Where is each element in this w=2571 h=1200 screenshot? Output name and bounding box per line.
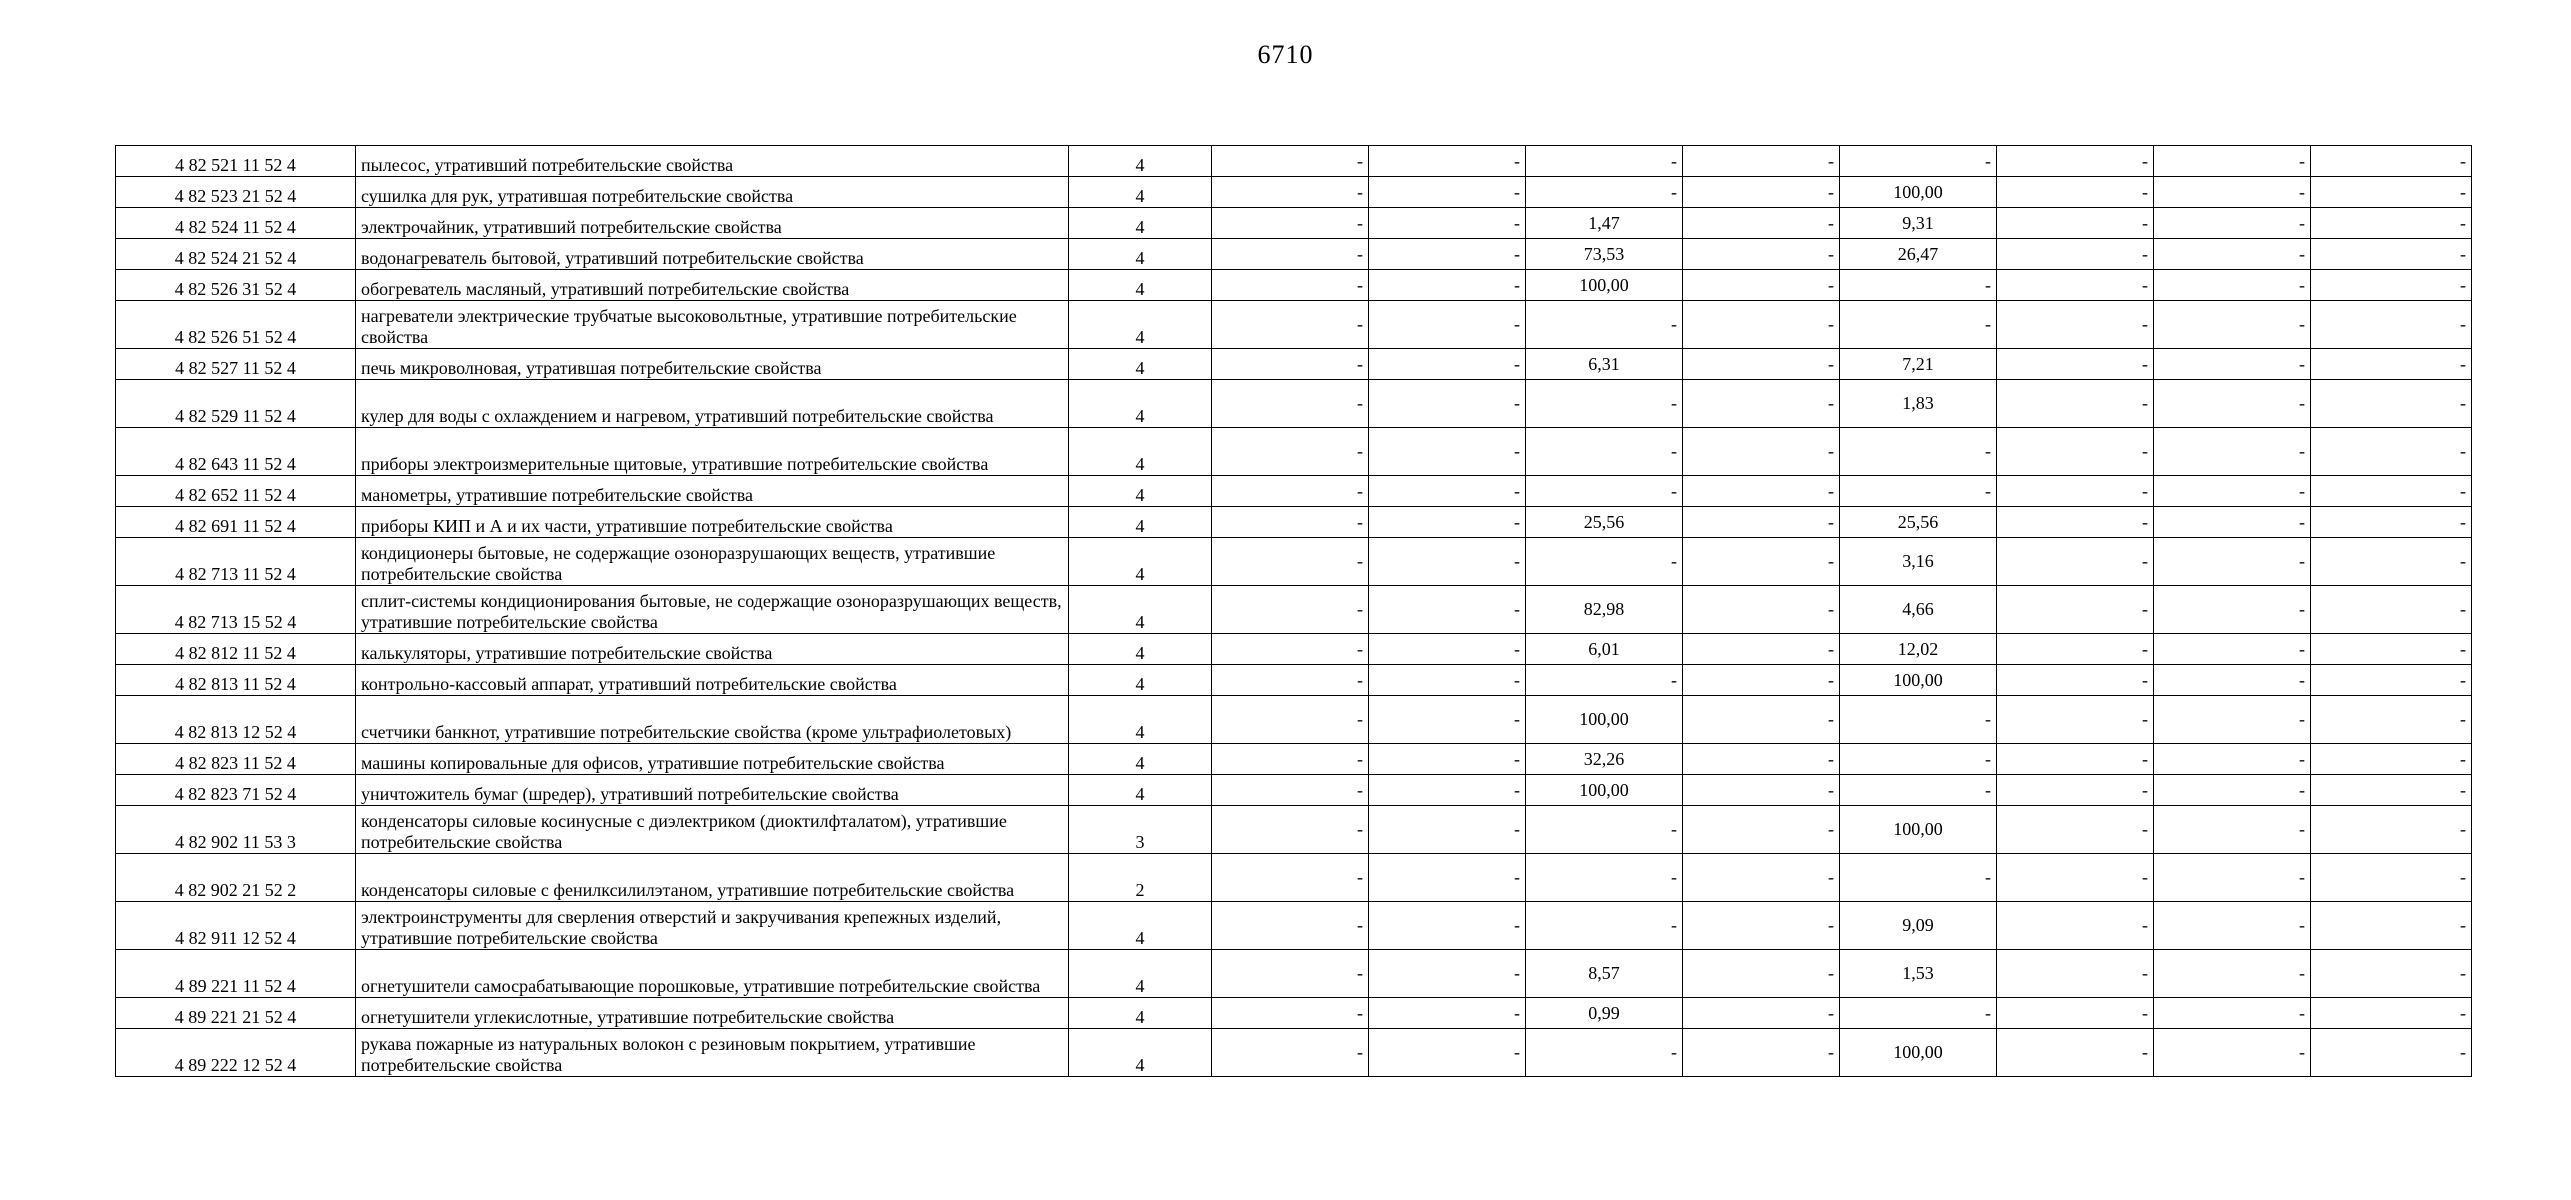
value-cell: -	[1997, 428, 2154, 476]
value-cell: -	[1212, 696, 1369, 744]
value-cell: 7,21	[1840, 349, 1997, 380]
value-cell: -	[1840, 428, 1997, 476]
table-row	[116, 146, 2472, 177]
waste-code-cell: 4 82 911 12 52 4	[116, 902, 356, 950]
value-cell: -	[2154, 744, 2311, 775]
table-row	[116, 270, 2472, 301]
value-cell: -	[2311, 950, 2472, 998]
table-row	[116, 208, 2472, 239]
hazard-class-cell: 4	[1069, 208, 1212, 239]
value-cell: -	[1997, 854, 2154, 902]
value-cell: -	[2154, 665, 2311, 696]
value-cell: -	[1526, 177, 1683, 208]
value-cell: -	[1840, 744, 1997, 775]
waste-name-cell: печь микроволновая, утратившая потребительские свойства	[356, 349, 1069, 380]
hazard-class-cell: 4	[1069, 301, 1212, 349]
value-cell: -	[1683, 950, 1840, 998]
value-cell: -	[1212, 476, 1369, 507]
waste-name-cell: приборы электроизмерительные щитовые, утратившие потребительские свойства	[356, 428, 1069, 476]
value-cell: 1,83	[1840, 380, 1997, 428]
hazard-class-cell: 4	[1069, 950, 1212, 998]
hazard-class-cell: 4	[1069, 177, 1212, 208]
value-cell: -	[1683, 239, 1840, 270]
value-cell: -	[1997, 775, 2154, 806]
value-cell: -	[2311, 507, 2472, 538]
value-cell: 3,16	[1840, 538, 1997, 586]
value-cell: -	[1369, 854, 1526, 902]
waste-name-cell: приборы КИП и А и их части, утратившие потребительские свойства	[356, 507, 1069, 538]
table-row	[116, 950, 2472, 998]
value-cell: -	[1212, 775, 1369, 806]
value-cell: -	[1526, 902, 1683, 950]
value-cell: -	[2154, 806, 2311, 854]
table-row	[116, 775, 2472, 806]
value-cell: -	[1212, 634, 1369, 665]
value-cell: 6,01	[1526, 634, 1683, 665]
value-cell: -	[2311, 177, 2472, 208]
value-cell: -	[1683, 696, 1840, 744]
value-cell: -	[2154, 146, 2311, 177]
value-cell: -	[1683, 208, 1840, 239]
table-row	[116, 507, 2472, 538]
value-cell: -	[1369, 349, 1526, 380]
hazard-class-cell: 4	[1069, 380, 1212, 428]
value-cell: -	[2154, 301, 2311, 349]
value-cell: 9,09	[1840, 902, 1997, 950]
value-cell: -	[1212, 538, 1369, 586]
value-cell: -	[1683, 380, 1840, 428]
table-row	[116, 380, 2472, 428]
table-row	[116, 1029, 2472, 1077]
value-cell: 26,47	[1840, 239, 1997, 270]
value-cell: -	[2311, 806, 2472, 854]
waste-name-cell: электроинструменты для сверления отверстий и закручивания крепежных изделий, утратившие потребительские свойства	[356, 902, 1069, 950]
value-cell: -	[1840, 476, 1997, 507]
hazard-class-cell: 4	[1069, 507, 1212, 538]
value-cell: -	[1997, 744, 2154, 775]
value-cell: -	[1369, 950, 1526, 998]
table-row	[116, 744, 2472, 775]
value-cell: -	[1212, 349, 1369, 380]
hazard-class-cell: 4	[1069, 538, 1212, 586]
waste-code-cell: 4 82 524 11 52 4	[116, 208, 356, 239]
waste-name-cell: счетчики банкнот, утратившие потребительские свойства (кроме ультрафиолетовых)	[356, 696, 1069, 744]
value-cell: 100,00	[1840, 177, 1997, 208]
waste-code-cell: 4 82 813 12 52 4	[116, 696, 356, 744]
hazard-class-cell: 4	[1069, 634, 1212, 665]
value-cell: -	[2154, 270, 2311, 301]
table-row	[116, 696, 2472, 744]
value-cell: -	[1369, 586, 1526, 634]
value-cell: -	[1683, 586, 1840, 634]
value-cell: -	[1369, 507, 1526, 538]
table-row	[116, 998, 2472, 1029]
value-cell: -	[1683, 1029, 1840, 1077]
waste-name-cell: рукава пожарные из натуральных волокон с резиновым покрытием, утратившие потребительские свойства	[356, 1029, 1069, 1077]
value-cell: -	[2311, 146, 2472, 177]
value-cell: -	[2154, 428, 2311, 476]
waste-code-cell: 4 82 526 51 52 4	[116, 301, 356, 349]
value-cell: -	[1997, 950, 2154, 998]
hazard-class-cell: 4	[1069, 476, 1212, 507]
waste-code-cell: 4 82 524 21 52 4	[116, 239, 356, 270]
value-cell: -	[2311, 1029, 2472, 1077]
value-cell: -	[1683, 854, 1840, 902]
waste-name-cell: водонагреватель бытовой, утративший потребительские свойства	[356, 239, 1069, 270]
waste-code-cell: 4 82 527 11 52 4	[116, 349, 356, 380]
value-cell: 100,00	[1840, 806, 1997, 854]
hazard-class-cell: 4	[1069, 270, 1212, 301]
hazard-class-cell: 4	[1069, 349, 1212, 380]
hazard-class-cell: 4	[1069, 744, 1212, 775]
value-cell: -	[2154, 476, 2311, 507]
value-cell: -	[1369, 806, 1526, 854]
value-cell: -	[2154, 696, 2311, 744]
value-cell: -	[1369, 538, 1526, 586]
waste-name-cell: кулер для воды с охлаждением и нагревом, утративший потребительские свойства	[356, 380, 1069, 428]
value-cell: -	[2154, 208, 2311, 239]
value-cell: -	[1683, 428, 1840, 476]
value-cell: -	[1369, 902, 1526, 950]
value-cell: 25,56	[1840, 507, 1997, 538]
value-cell: -	[2154, 349, 2311, 380]
value-cell: -	[1369, 775, 1526, 806]
waste-code-cell: 4 89 222 12 52 4	[116, 1029, 356, 1077]
value-cell: -	[1997, 634, 2154, 665]
waste-code-cell: 4 82 812 11 52 4	[116, 634, 356, 665]
hazard-class-cell: 4	[1069, 696, 1212, 744]
value-cell: -	[2154, 775, 2311, 806]
value-cell: -	[2154, 538, 2311, 586]
value-cell: -	[1997, 476, 2154, 507]
hazard-class-cell: 4	[1069, 902, 1212, 950]
value-cell: 4,66	[1840, 586, 1997, 634]
waste-code-cell: 4 82 643 11 52 4	[116, 428, 356, 476]
waste-name-cell: огнетушители самосрабатывающие порошковые, утратившие потребительские свойства	[356, 950, 1069, 998]
value-cell: -	[1997, 806, 2154, 854]
value-cell: -	[1840, 998, 1997, 1029]
waste-name-cell: сплит-системы кондиционирования бытовые, не содержащие озоноразрушающих веществ, утратившие потребительские свойства	[356, 586, 1069, 634]
value-cell: -	[1212, 1029, 1369, 1077]
value-cell: -	[1840, 146, 1997, 177]
value-cell: -	[1997, 270, 2154, 301]
value-cell: 8,57	[1526, 950, 1683, 998]
hazard-class-cell: 4	[1069, 1029, 1212, 1077]
value-cell: -	[1369, 428, 1526, 476]
table-row	[116, 634, 2472, 665]
value-cell: -	[2154, 239, 2311, 270]
table-row	[116, 428, 2472, 476]
value-cell: -	[1840, 854, 1997, 902]
waste-name-cell: манометры, утратившие потребительские свойства	[356, 476, 1069, 507]
value-cell: -	[2311, 380, 2472, 428]
waste-name-cell: сушилка для рук, утратившая потребительские свойства	[356, 177, 1069, 208]
value-cell: -	[1212, 586, 1369, 634]
value-cell: -	[1212, 301, 1369, 349]
hazard-class-cell: 4	[1069, 146, 1212, 177]
value-cell: -	[1369, 380, 1526, 428]
hazard-class-cell: 2	[1069, 854, 1212, 902]
waste-code-cell: 4 82 813 11 52 4	[116, 665, 356, 696]
value-cell: 1,47	[1526, 208, 1683, 239]
hazard-class-cell: 4	[1069, 586, 1212, 634]
value-cell: -	[1212, 146, 1369, 177]
value-cell: -	[1683, 146, 1840, 177]
value-cell: -	[1369, 744, 1526, 775]
value-cell: -	[1997, 239, 2154, 270]
value-cell: -	[1212, 665, 1369, 696]
value-cell: -	[1369, 301, 1526, 349]
value-cell: -	[1212, 428, 1369, 476]
hazard-class-cell: 4	[1069, 239, 1212, 270]
value-cell: -	[2311, 538, 2472, 586]
value-cell: 0,99	[1526, 998, 1683, 1029]
value-cell: -	[1369, 998, 1526, 1029]
value-cell: -	[1997, 177, 2154, 208]
value-cell: 100,00	[1526, 775, 1683, 806]
waste-code-cell: 4 82 521 11 52 4	[116, 146, 356, 177]
value-cell: -	[1997, 349, 2154, 380]
value-cell: -	[1526, 806, 1683, 854]
value-cell: -	[1683, 634, 1840, 665]
value-cell: -	[1840, 301, 1997, 349]
waste-code-cell: 4 82 823 11 52 4	[116, 744, 356, 775]
waste-code-cell: 4 82 823 71 52 4	[116, 775, 356, 806]
waste-name-cell: конденсаторы силовые косинусные с диэлектриком (диоктилфталатом), утратившие потребительские свойства	[356, 806, 1069, 854]
value-cell: 100,00	[1526, 696, 1683, 744]
waste-name-cell: огнетушители углекислотные, утратившие потребительские свойства	[356, 998, 1069, 1029]
value-cell: -	[1526, 1029, 1683, 1077]
value-cell: -	[1369, 177, 1526, 208]
value-cell: -	[2154, 854, 2311, 902]
table-row	[116, 586, 2472, 634]
value-cell: -	[1212, 380, 1369, 428]
hazard-class-cell: 3	[1069, 806, 1212, 854]
value-cell: -	[1212, 854, 1369, 902]
waste-composition-table	[115, 145, 2472, 1077]
value-cell: -	[2311, 349, 2472, 380]
value-cell: -	[1683, 998, 1840, 1029]
value-cell: -	[1997, 696, 2154, 744]
value-cell: -	[1369, 696, 1526, 744]
value-cell: -	[2311, 476, 2472, 507]
value-cell: -	[1840, 270, 1997, 301]
waste-code-cell: 4 82 713 11 52 4	[116, 538, 356, 586]
waste-name-cell: конденсаторы силовые с фенилксилилэтаном, утратившие потребительские свойства	[356, 854, 1069, 902]
value-cell: -	[2311, 239, 2472, 270]
value-cell: -	[1369, 634, 1526, 665]
value-cell: -	[2154, 902, 2311, 950]
waste-code-cell: 4 82 529 11 52 4	[116, 380, 356, 428]
waste-code-cell: 4 82 691 11 52 4	[116, 507, 356, 538]
value-cell: -	[2311, 208, 2472, 239]
table-body	[116, 146, 2472, 1077]
value-cell: -	[1997, 301, 2154, 349]
value-cell: -	[1526, 428, 1683, 476]
value-cell: 82,98	[1526, 586, 1683, 634]
waste-code-cell: 4 82 713 15 52 4	[116, 586, 356, 634]
table-row	[116, 349, 2472, 380]
value-cell: -	[2311, 270, 2472, 301]
value-cell: -	[2311, 665, 2472, 696]
waste-code-cell: 4 82 652 11 52 4	[116, 476, 356, 507]
value-cell: -	[1369, 1029, 1526, 1077]
value-cell: -	[1369, 239, 1526, 270]
waste-name-cell: уничтожитель бумаг (шредер), утративший потребительские свойства	[356, 775, 1069, 806]
value-cell: -	[2311, 854, 2472, 902]
waste-code-cell: 4 82 902 11 53 3	[116, 806, 356, 854]
value-cell: -	[1997, 665, 2154, 696]
waste-name-cell: обогреватель масляный, утративший потребительские свойства	[356, 270, 1069, 301]
value-cell: -	[1683, 902, 1840, 950]
hazard-class-cell: 4	[1069, 998, 1212, 1029]
value-cell: -	[1683, 775, 1840, 806]
value-cell: -	[1526, 476, 1683, 507]
table-row	[116, 806, 2472, 854]
waste-code-cell: 4 89 221 21 52 4	[116, 998, 356, 1029]
value-cell: -	[2311, 696, 2472, 744]
value-cell: -	[1997, 507, 2154, 538]
value-cell: -	[1840, 696, 1997, 744]
value-cell: -	[1212, 744, 1369, 775]
table-row	[116, 301, 2472, 349]
value-cell: -	[2311, 586, 2472, 634]
waste-code-cell: 4 89 221 11 52 4	[116, 950, 356, 998]
value-cell: 73,53	[1526, 239, 1683, 270]
value-cell: -	[1997, 146, 2154, 177]
waste-code-cell: 4 82 902 21 52 2	[116, 854, 356, 902]
value-cell: -	[1683, 665, 1840, 696]
value-cell: -	[1997, 1029, 2154, 1077]
waste-code-cell: 4 82 526 31 52 4	[116, 270, 356, 301]
value-cell: -	[1997, 586, 2154, 634]
value-cell: 100,00	[1840, 1029, 1997, 1077]
value-cell: -	[2311, 902, 2472, 950]
table-row	[116, 177, 2472, 208]
page-number: 6710	[1257, 40, 1314, 69]
table-row	[116, 476, 2472, 507]
hazard-class-cell: 4	[1069, 775, 1212, 806]
waste-name-cell: пылесос, утративший потребительские свойства	[356, 146, 1069, 177]
value-cell: -	[2154, 998, 2311, 1029]
value-cell: -	[1683, 507, 1840, 538]
value-cell: -	[1212, 806, 1369, 854]
hazard-class-cell: 4	[1069, 428, 1212, 476]
value-cell: -	[2154, 950, 2311, 998]
waste-code-cell: 4 82 523 21 52 4	[116, 177, 356, 208]
value-cell: -	[1997, 380, 2154, 428]
waste-name-cell: калькуляторы, утратившие потребительские свойства	[356, 634, 1069, 665]
value-cell: 12,02	[1840, 634, 1997, 665]
value-cell: -	[1683, 177, 1840, 208]
value-cell: 100,00	[1526, 270, 1683, 301]
value-cell: -	[1683, 349, 1840, 380]
value-cell: -	[1526, 146, 1683, 177]
value-cell: -	[2311, 998, 2472, 1029]
value-cell: -	[1997, 902, 2154, 950]
value-cell: -	[1212, 950, 1369, 998]
value-cell: -	[1212, 507, 1369, 538]
value-cell: -	[1212, 902, 1369, 950]
value-cell: -	[1683, 270, 1840, 301]
value-cell: -	[2154, 380, 2311, 428]
value-cell: 25,56	[1526, 507, 1683, 538]
value-cell: -	[1683, 476, 1840, 507]
value-cell: 1,53	[1840, 950, 1997, 998]
value-cell: 6,31	[1526, 349, 1683, 380]
value-cell: -	[1212, 208, 1369, 239]
value-cell: -	[1683, 744, 1840, 775]
value-cell: -	[1840, 775, 1997, 806]
value-cell: -	[1369, 146, 1526, 177]
value-cell: -	[2154, 507, 2311, 538]
value-cell: -	[1997, 538, 2154, 586]
waste-name-cell: нагреватели электрические трубчатые высоковольтные, утратившие потребительские свойства	[356, 301, 1069, 349]
hazard-class-cell: 4	[1069, 665, 1212, 696]
table-row	[116, 239, 2472, 270]
value-cell: -	[2311, 775, 2472, 806]
value-cell: -	[2154, 634, 2311, 665]
value-cell: -	[1997, 998, 2154, 1029]
value-cell: -	[1526, 854, 1683, 902]
value-cell: -	[1369, 476, 1526, 507]
value-cell: 9,31	[1840, 208, 1997, 239]
waste-name-cell: электрочайник, утративший потребительские свойства	[356, 208, 1069, 239]
value-cell: -	[1683, 301, 1840, 349]
value-cell: -	[1526, 538, 1683, 586]
value-cell: -	[1683, 538, 1840, 586]
table-row	[116, 854, 2472, 902]
value-cell: -	[1212, 177, 1369, 208]
value-cell: -	[1212, 239, 1369, 270]
value-cell: -	[2154, 177, 2311, 208]
value-cell: -	[1212, 998, 1369, 1029]
value-cell: -	[2154, 586, 2311, 634]
table-row	[116, 665, 2472, 696]
value-cell: -	[1369, 270, 1526, 301]
table-row	[116, 538, 2472, 586]
value-cell: -	[1526, 301, 1683, 349]
value-cell: -	[1997, 208, 2154, 239]
waste-name-cell: кондиционеры бытовые, не содержащие озоноразрушающих веществ, утратившие потребительские свойства	[356, 538, 1069, 586]
value-cell: -	[2311, 428, 2472, 476]
value-cell: -	[1526, 380, 1683, 428]
value-cell: -	[1369, 665, 1526, 696]
table-row	[116, 902, 2472, 950]
value-cell: -	[1683, 806, 1840, 854]
value-cell: 100,00	[1840, 665, 1997, 696]
waste-name-cell: машины копировальные для офисов, утратившие потребительские свойства	[356, 744, 1069, 775]
value-cell: -	[2154, 1029, 2311, 1077]
value-cell: -	[2311, 634, 2472, 665]
value-cell: 32,26	[1526, 744, 1683, 775]
value-cell: -	[2311, 301, 2472, 349]
value-cell: -	[1212, 270, 1369, 301]
waste-name-cell: контрольно-кассовый аппарат, утративший потребительские свойства	[356, 665, 1069, 696]
value-cell: -	[2311, 744, 2472, 775]
value-cell: -	[1526, 665, 1683, 696]
value-cell: -	[1369, 208, 1526, 239]
